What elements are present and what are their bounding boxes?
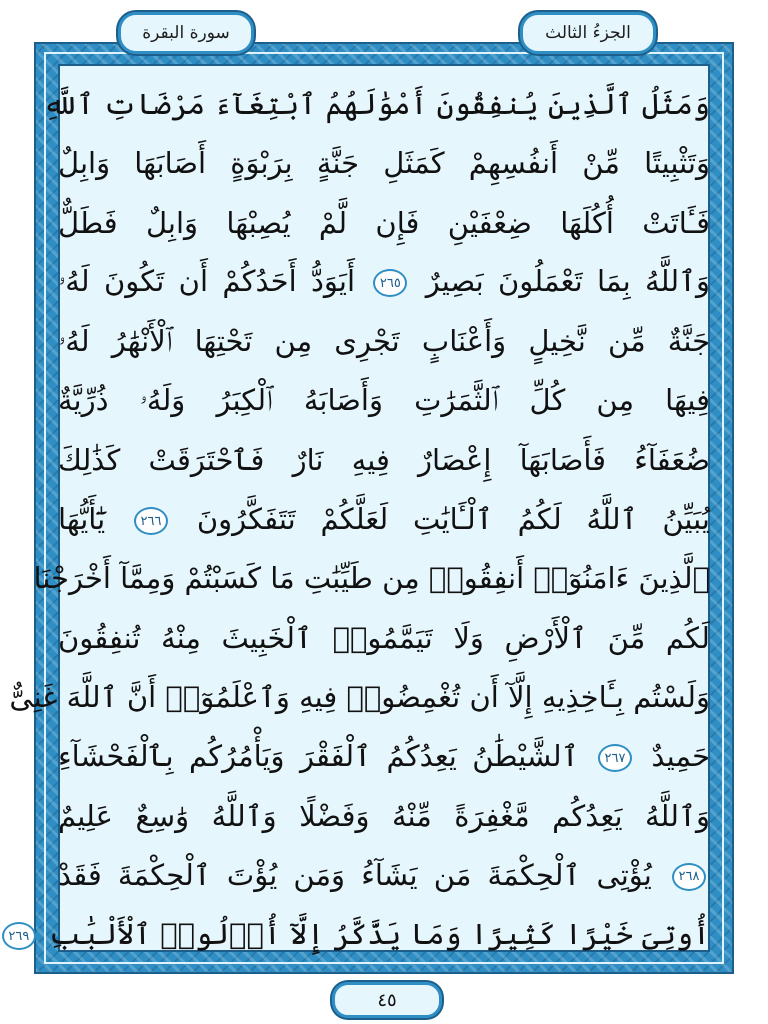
verse-text-segment: وَمَثَلُ ٱلَّذِينَ يُنفِقُونَ أَمْوَٰلَهُمُ ٱبْتِغَآءَ مَرْضَاتِ ٱللَّهِ bbox=[42, 87, 710, 121]
verse-line bbox=[9, 667, 710, 727]
verse-line bbox=[33, 548, 710, 608]
verse-text bbox=[58, 383, 710, 418]
verse-text-segment: لَكُم مِّنَ ٱلْأَرْضِ وَلَا تَيَمَّمُوا۟ ٱلْخَبِيثَ مِنْهُ تُنفِقُونَ bbox=[58, 620, 710, 655]
verse-text bbox=[58, 739, 710, 773]
verse-text bbox=[58, 264, 710, 299]
verse-text-segment: وَٱللَّهُ بِمَا تَعْمَلُونَ بَصِيرٌ bbox=[425, 264, 711, 299]
verse-text bbox=[58, 443, 710, 477]
verse-text bbox=[58, 324, 710, 359]
page-number-cartouche bbox=[332, 982, 442, 1018]
verse-text-segment: ٱلَّذِينَ ءَامَنُوٓا۟ أَنفِقُوا۟ مِن طَيِّبَٰتِ مَا كَسَبْتُمْ وَمِمَّآ أَخْرَجْنَا bbox=[33, 561, 710, 596]
verse-text bbox=[58, 799, 710, 833]
ayah-number-marker: ٢٦٥ bbox=[373, 269, 407, 297]
verse-text-segment: حَمِيدٌ bbox=[651, 739, 711, 774]
ayah-number-marker: ٢٦٧ bbox=[598, 744, 632, 772]
verse-text-segment: فِيهَا مِن كُلِّ ٱلثَّمَرَٰتِ وَأَصَابَهُ ٱلْكِبَرُ وَلَهُۥ ذُرِّيَّةٌ bbox=[58, 383, 710, 417]
verse-line bbox=[58, 430, 710, 490]
verse-text bbox=[8, 917, 710, 952]
surah-title: سورة البقرة bbox=[142, 23, 230, 43]
ayah-number-marker: ٢٦٦ bbox=[134, 507, 168, 535]
verse-line bbox=[58, 608, 710, 668]
ayah-number-marker: ٢٦٩ bbox=[2, 922, 36, 950]
verse-text bbox=[58, 858, 710, 892]
verse-lines bbox=[8, 74, 711, 964]
verse-text bbox=[58, 621, 710, 655]
verse-line bbox=[8, 904, 710, 964]
verse-text-segment: جَنَّةٌ مِّن نَّخِيلٍ وَأَعْنَابٍ تَجْرِى مِن تَحْتِهَا ٱلْأَنْهَٰرُ لَهُۥ bbox=[58, 323, 710, 358]
verse-text bbox=[9, 680, 710, 714]
verse-text-segment: يَٰٓأَيُّهَا bbox=[58, 502, 106, 537]
juz-title: الجزءُ الثالث bbox=[545, 23, 631, 43]
verse-text-segment: أُوتِىَ خَيْرًا كَثِيرًا وَمَا يَذَّكَّرُ إِلَّآ أُو۟لُوا۟ ٱلْأَلْبَٰبِ bbox=[49, 917, 710, 952]
verse-line bbox=[58, 371, 710, 431]
verse-line bbox=[58, 726, 710, 786]
verse-text-segment: وَتَثْبِيتًا مِّنْ أَنفُسِهِمْ كَمَثَلِ جَنَّةٍ بِرَبْوَةٍ أَصَابَهَا وَابِلٌ bbox=[58, 146, 710, 181]
verse-text-segment: يُبَيِّنُ ٱللَّهُ لَكُمُ ٱلْـَٔايَٰتِ لَعَلَّكُمْ تَتَفَكَّرُونَ bbox=[196, 502, 710, 537]
verse-text-segment: ضُعَفَآءُ فَأَصَابَهَآ إِعْصَارٌ فِيهِ نَارٌ فَٱحْتَرَقَتْ كَذَٰلِكَ bbox=[58, 442, 710, 477]
juz-title-cartouche bbox=[520, 12, 656, 54]
verse-text-segment: ٱلشَّيْطَٰنُ يَعِدُكُمُ ٱلْفَقْرَ وَيَأْمُرُكُم بِٱلْفَحْشَآءِ bbox=[58, 739, 579, 774]
verse-line bbox=[58, 786, 710, 846]
verse-text-segment: وَلَسْتُم بِـَٔاخِذِيهِ إِلَّآ أَن تُغْمِضُوا۟ فِيهِ وَٱعْلَمُوٓا۟ أَنَّ ٱللَّهَ غَنِىٌّ bbox=[9, 680, 710, 714]
verse-line bbox=[58, 311, 710, 371]
verse-text bbox=[58, 206, 710, 240]
verse-line bbox=[58, 845, 710, 905]
surah-title-cartouche bbox=[118, 12, 254, 54]
ayah-number-marker: ٢٦٨ bbox=[672, 863, 706, 891]
verse-line bbox=[58, 252, 710, 312]
verse-text bbox=[42, 87, 710, 121]
verse-line bbox=[58, 193, 710, 253]
verse-line bbox=[42, 74, 710, 134]
verse-text-segment: وَٱللَّهُ يَعِدُكُم مَّغْفِرَةً مِّنْهُ وَفَضْلًا وَٱللَّهُ وَٰسِعٌ عَلِيمٌ bbox=[58, 798, 710, 833]
verse-text bbox=[58, 146, 710, 180]
verse-text-segment: أَيَوَدُّ أَحَدُكُمْ أَن تَكُونَ لَهُۥ bbox=[58, 264, 356, 299]
verse-text-segment: فَـَٔاتَتْ أُكُلَهَا ضِعْفَيْنِ فَإِن لَّمْ يُصِبْهَا وَابِلٌ فَطَلٌّ bbox=[58, 205, 710, 240]
page-number: ٤٥ bbox=[377, 989, 397, 1011]
verse-line bbox=[58, 133, 710, 193]
verse-text-segment: يُؤْتِى ٱلْحِكْمَةَ مَن يَشَآءُ وَمَن يُؤْتَ ٱلْحِكْمَةَ فَقَدْ bbox=[58, 857, 652, 892]
verse-line bbox=[58, 489, 710, 549]
verse-text bbox=[58, 502, 710, 536]
verse-text bbox=[33, 561, 710, 596]
